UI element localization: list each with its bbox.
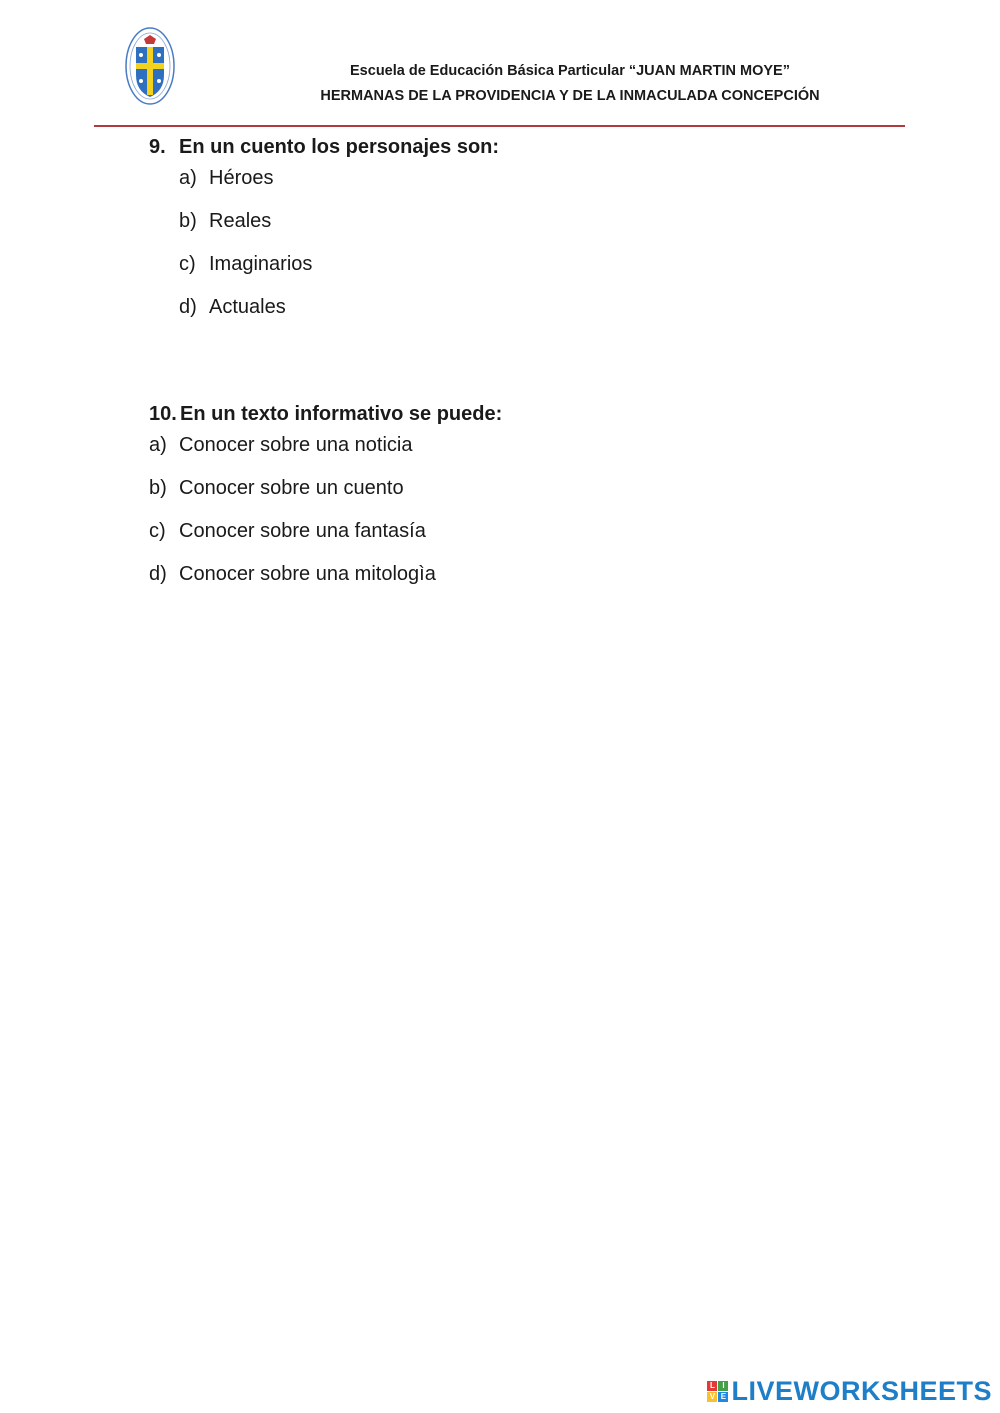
header-divider <box>94 125 905 127</box>
question-text: En un cuento los personajes son: <box>179 136 500 158</box>
question-number: 10. <box>149 403 177 425</box>
option-text: Actuales <box>209 296 286 318</box>
option-letter: c) <box>179 253 196 275</box>
icon-letter: E <box>718 1392 728 1402</box>
option-letter: d) <box>179 296 197 318</box>
liveworksheets-icon <box>707 1381 728 1402</box>
option-letter: b) <box>149 477 167 499</box>
option-text: Reales <box>209 210 272 232</box>
option-letter: c) <box>149 520 166 542</box>
icon-letter: V <box>707 1392 717 1402</box>
question-text: En un texto informativo se puede: <box>180 403 503 425</box>
option-letter: a) <box>179 167 197 189</box>
icon-letter: I <box>718 1381 728 1391</box>
school-congregation: HERMANAS DE LA PROVIDENCIA Y DE LA INMACULADA CONCEPCIÓN <box>320 88 820 104</box>
option-text: Imaginarios <box>209 253 313 275</box>
option-letter: b) <box>179 210 197 232</box>
school-name: Escuela de Educación Básica Particular “JUAN MARTIN MOYE” <box>350 63 790 79</box>
liveworksheets-logo[interactable] <box>707 1376 992 1407</box>
option-text: Conocer sobre una mitologìa <box>179 563 436 585</box>
school-crest-icon <box>124 25 176 107</box>
brand-name: LIVEWORKSHEETS <box>731 1376 992 1406</box>
option-text: Héroes <box>209 167 274 189</box>
question-number: 9. <box>149 136 166 158</box>
option-text: Conocer sobre una fantasía <box>179 520 426 542</box>
option-letter: d) <box>149 563 167 585</box>
icon-letter: L <box>707 1381 717 1391</box>
option-text: Conocer sobre un cuento <box>179 477 404 499</box>
option-text: Conocer sobre una noticia <box>179 434 413 456</box>
option-letter: a) <box>149 434 167 456</box>
